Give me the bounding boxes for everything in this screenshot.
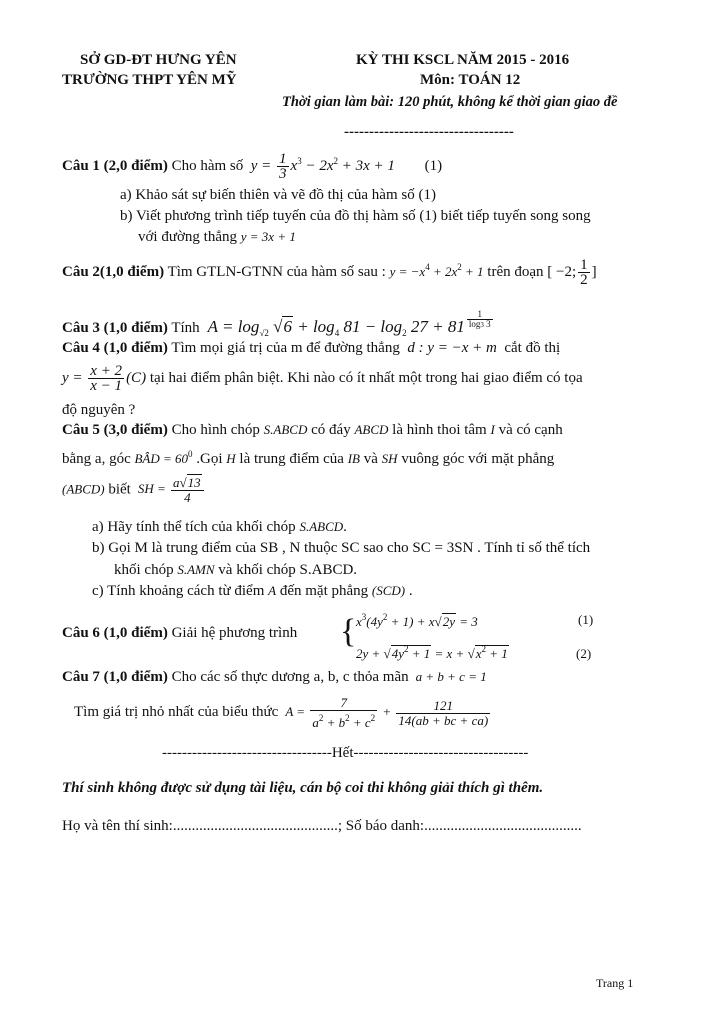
equation-1-tag: (1) xyxy=(578,612,594,627)
end-marker: ----------------------------------Hết----------------------------------- xyxy=(162,745,529,761)
question-4-label: Câu 4 (1,0 điểm) xyxy=(62,340,168,356)
header-rule: ---------------------------------- xyxy=(344,124,514,140)
question-3-expression: $A = \log_{√2} √6 + \log_4 81 - \log_2 27 + 81$ $^{\frac{1}{\log 3 3}}$ xyxy=(203,309,491,339)
question-6-label: Câu 6 (1,0 điểm) xyxy=(62,625,168,641)
question-7: Câu 7 (1,0 điểm) Cho các số thực dương a, b, c thỏa mãn a + b + c = 1 xyxy=(62,669,487,685)
system-brace: { xyxy=(340,613,357,650)
exam-title: KỲ THI KSCL NĂM 2015 - 2016 xyxy=(356,52,570,68)
question-5: Câu 5 (3,0 điểm) Cho hình chóp S.ABCD có đáy ABCD là hình thoi tâm I và có cạnh xyxy=(62,422,563,438)
department-name: SỞ GD-ĐT HƯNG YÊN xyxy=(80,52,237,68)
school-name: TRƯỜNG THPT YÊN MỸ xyxy=(62,72,237,88)
question-4-curve: y = $\frac{x + 2}{x - 1}$ (C) xyxy=(62,363,147,394)
question-1-function: y = $\frac{1}{3}$ $x^3 - 2x^2 + 3x + 1$ xyxy=(247,151,395,182)
question-1b: b) Viết phương trình tiếp tuyến của đồ thị hàm số (1) biết tiếp tuyến song song xyxy=(120,208,591,224)
question-5-line3: (ABCD) biết SH = $\frac{a√13}{4}$ xyxy=(62,476,206,505)
subject-title: Môn: TOÁN 12 xyxy=(420,72,521,88)
question-1-text: Cho hàm số xyxy=(171,157,244,174)
question-5b-cont: khối chóp S.AMN và khối chóp S.ABCD. xyxy=(114,562,358,578)
question-5-label: Câu 5 (3,0 điểm) xyxy=(62,422,168,438)
question-2-interval: [ −2; $\frac{1}{2}$ ] xyxy=(547,257,597,288)
question-3-label: Câu 3 (1,0 điểm) xyxy=(62,320,168,337)
question-5-line2: bằng a, góc BÂD = $60^0$ .Gọi H là trung điểm của IB và SH vuông góc với mặt phẳng xyxy=(62,449,555,467)
page-number: Trang 1 xyxy=(596,976,634,990)
question-1a: a) Khảo sát sự biến thiên và vẽ đồ thị của hàm số (1) xyxy=(120,187,436,203)
question-1 xyxy=(62,152,442,181)
question-2-function: $y = -x^4 + 2x^2 + 1$ xyxy=(389,261,484,279)
question-4-cont: y = $\frac{x + 2}{x - 1}$ (C) tại hai điểm phân biệt. Khi nào có ít nhất một trong hai giao điểm có tọa xyxy=(62,363,583,394)
question-4: Câu 4 (1,0 điểm) Tìm mọi giá trị của m để đường thẳng d : y = −x + m cắt đồ thị xyxy=(62,340,561,356)
question-7-label: Câu 7 (1,0 điểm) xyxy=(62,669,168,685)
candidate-info: Họ và tên thí sinh:............................................; Số báo danh:.......................................... xyxy=(62,818,582,834)
candidate-note: Thí sinh không được sử dụng tài liệu, cán bộ coi thi không giải thích gì thêm. xyxy=(62,780,544,796)
question-1b-cont: với đường thẳng y = 3x + 1 xyxy=(138,229,296,245)
question-6: Câu 6 (1,0 điểm) Giải hệ phương trình xyxy=(62,625,298,641)
question-4-end: độ nguyên ? xyxy=(62,402,136,418)
question-5c: c) Tính khoảng cách từ điểm A đến mặt phẳng (SCD) . xyxy=(92,583,413,599)
question-2-label: Câu 2(1,0 điểm) xyxy=(62,263,165,280)
question-1-tag: (1) xyxy=(424,157,443,174)
question-1-label: Câu 1 (2,0 điểm) xyxy=(62,157,168,174)
question-7-cont: Tìm giá trị nhỏ nhất của biểu thức A = $\frac{7}{a^2 + b^2 + c^2}$ + $\frac{121}{14(ab + bc + ca)}$ xyxy=(74,695,489,730)
question-5a: a) Hãy tính thể tích của khối chóp S.ABCD. xyxy=(92,519,347,535)
equation-2: $2y + √4y^2 + 1 = x + √x^2 + 1$ xyxy=(356,644,508,661)
question-5b: b) Gọi M là trung điểm của SB , N thuộc SC sao cho SC = 3SN . Tính tỉ số thể tích xyxy=(92,540,591,556)
equation-1: $x^3(4y^2 + 1) + x√2y = 3$ xyxy=(356,612,478,629)
question-2: Câu 2(1,0 điểm) Tìm GTLN-GTNN của hàm số sau : $y = -x^4 + 2x^2 + 1$ trên đoạn [ −2; $\frac{1}{2}$ ] xyxy=(62,257,597,288)
question-3: Câu 3 (1,0 điểm) Tính $A = \log_{√2} √6 + \log_4 81 - \log_2 27 + 81$ $^{\frac{1}{\log 3 3}}$ xyxy=(62,310,495,338)
equation-2-tag: (2) xyxy=(576,646,592,661)
time-note: Thời gian làm bài: 120 phút, không kể thời gian giao đề xyxy=(282,94,618,110)
question-4-line: d : y = −x + m xyxy=(403,340,501,356)
